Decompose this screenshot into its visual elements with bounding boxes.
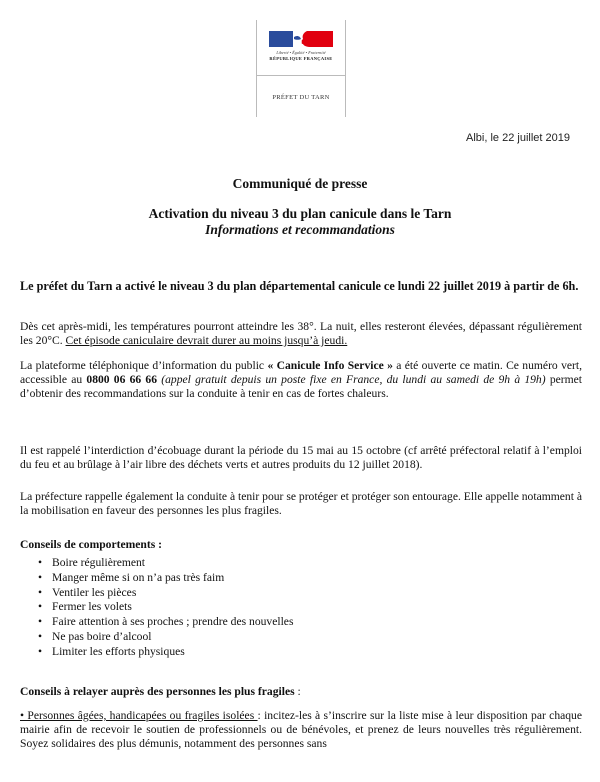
section-heading-behaviours: Conseils de comportements : xyxy=(20,538,163,551)
temperatures-text: Dès cet après-midi, les températures pourront atteindre les 38°. La nuit, elles resteront élevées, dépassant régulièrement les 20°C. xyxy=(20,320,582,347)
advice-list xyxy=(38,556,293,660)
fragile-advice-text: : incitez-les à s’inscrire sur la liste mise à leur disposition par chaque mairie afin de recevoir le soutien de professionnels ou de bénévoles, et prenez de leurs nouvelles très régulièrement. Soyez solidaires des plus démunis, notamment des personnes sans xyxy=(20,709,583,750)
marianne-profile-icon xyxy=(293,31,311,47)
paragraph-burning-ban: Il est rappelé l’interdiction d’écobuage durant la période du 15 mai au 15 octobre (cf arrêté préfectoral relatif à l’emploi du feu et au brûlage à l’air libre des déchets verts et autres produits du 12 juillet 2018). xyxy=(20,444,582,471)
republic-name: RÉPUBLIQUE FRANÇAISE xyxy=(269,56,333,61)
paragraph-conduct: La préfecture rappelle également la conduite à tenir pour se protéger et protéger son entourage. Elle appelle notamment à la mobilisation en faveur des personnes les plus fragiles. xyxy=(20,490,582,517)
hotline-hours: (appel gratuit depuis un poste fixe en France, du lundi au samedi de 9h à 19h) xyxy=(157,373,546,386)
phone-number: 0800 06 66 66 xyxy=(86,373,158,386)
fragile-heading-text: Conseils à relayer auprès des personnes les plus fragiles xyxy=(20,685,295,698)
hotline-middle: a été ouverte ce matin. Ce numéro vert, accessible au xyxy=(20,359,583,386)
list-item: • Faire attention à ses proches ; prendre des nouvelles xyxy=(38,615,293,630)
list-item: • Fermer les volets xyxy=(38,600,293,615)
fragile-heading-colon: : xyxy=(294,685,301,698)
section-heading-fragile xyxy=(20,685,301,698)
list-item: • Limiter les efforts physiques xyxy=(38,645,293,660)
list-item: • Boire régulièrement xyxy=(38,556,293,571)
duration-underlined: Cet épisode caniculaire devrait durer au moins jusqu’à jeudi. xyxy=(65,334,348,347)
fragile-group-underlined: • Personnes âgées, handicapées ou fragiles isolées xyxy=(20,709,258,722)
service-name: « Canicule Info Service » xyxy=(267,359,393,372)
list-item: • Ne pas boire d’alcool xyxy=(38,630,293,645)
issuing-authority: PRÉFET DU TARN xyxy=(272,94,330,101)
marianne-silhouette-icon xyxy=(293,31,311,47)
marianne-flag-icon xyxy=(269,31,333,47)
logo-divider xyxy=(257,75,345,76)
page-subtitle: Informations et recommandations xyxy=(205,222,395,237)
list-item: • Ventiler les pièces xyxy=(38,586,293,601)
paragraph-hotline xyxy=(20,359,582,401)
flag-blue-band xyxy=(269,31,293,47)
list-item: • Manger même si on n’a pas très faim xyxy=(38,571,293,586)
lead-paragraph: Le préfet du Tarn a activé le niveau 3 du plan départemental canicule ce lundi 22 juillet 2019 à partir de 6h. xyxy=(20,279,579,293)
page-title: Activation du niveau 3 du plan canicule dans le Tarn xyxy=(148,206,452,221)
hotline-after: permet d’obtenir des recommandations sur la conduite à tenir en cas de fortes chaleurs. xyxy=(20,373,583,400)
paragraph-fragile-people xyxy=(20,709,582,751)
republic-motto: Liberté • Égalité • Fraternité xyxy=(276,50,326,55)
prefecture-logo xyxy=(256,20,346,117)
paragraph-temperatures xyxy=(20,320,582,348)
hotline-intro: La plateforme téléphonique d’information du public xyxy=(20,359,268,372)
flag-red-band xyxy=(311,31,333,47)
document-type: Communiqué de presse xyxy=(232,176,368,191)
date-line: Albi, le 22 juillet 2019 xyxy=(466,132,570,144)
